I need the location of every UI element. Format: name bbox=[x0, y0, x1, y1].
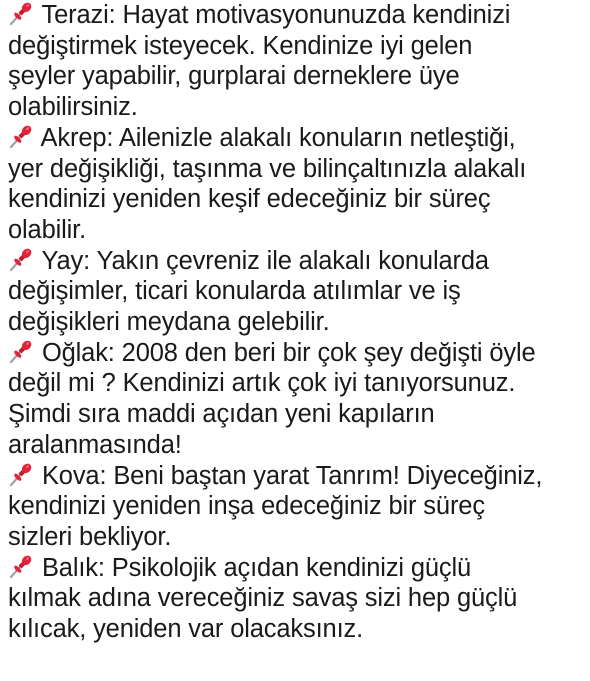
text-line bbox=[8, 368, 586, 399]
text-line bbox=[8, 430, 586, 461]
pushpin-icon bbox=[8, 338, 34, 364]
text-line bbox=[8, 491, 586, 522]
text-line bbox=[8, 614, 586, 645]
line-text: Akrep: Ailenizle alakalı konuların netleştiği, bbox=[40, 123, 516, 152]
horoscope-entry bbox=[8, 246, 586, 338]
pushpin-icon bbox=[8, 246, 34, 272]
text-line bbox=[8, 307, 586, 338]
line-text: Balık: Psikolojik açıdan kendinizi güçlü bbox=[41, 553, 472, 582]
line-text: değil mi ? Kendinizi artık çok iyi tanıyorsunuz. bbox=[8, 369, 516, 398]
text-line bbox=[8, 461, 586, 492]
line-text: kendinizi yeniden keşif edeceğiniz bir süreç bbox=[8, 185, 491, 214]
line-text: olabilirsiniz. bbox=[8, 93, 138, 122]
pushpin-icon bbox=[8, 0, 34, 26]
line-text: olabilir. bbox=[8, 215, 87, 244]
text-line bbox=[8, 553, 586, 584]
text-line bbox=[8, 246, 586, 277]
line-text: değiştirmek isteyecek. Kendinize iyi gelen bbox=[8, 31, 473, 60]
text-line bbox=[8, 522, 586, 553]
horoscope-text bbox=[8, 0, 586, 645]
horoscope-entry bbox=[8, 123, 586, 246]
line-text: Kova: Beni baştan yarat Tanrım! Diyeceğiniz, bbox=[41, 461, 543, 490]
pushpin-icon bbox=[8, 553, 34, 579]
text-line bbox=[8, 154, 586, 185]
text-line bbox=[8, 61, 586, 92]
text-line bbox=[8, 276, 586, 307]
line-text: sizleri bekliyor. bbox=[8, 522, 172, 551]
horoscope-entry bbox=[8, 0, 586, 123]
line-text: Yay: Yakın çevreniz ile alakalı konularda bbox=[41, 246, 489, 275]
line-text: kılmak adına vereceğiniz savaş sizi hep güçlü bbox=[8, 584, 518, 613]
pushpin-icon bbox=[8, 123, 34, 149]
line-text: kılıcak, yeniden var olacaksınız. bbox=[8, 615, 364, 644]
text-line bbox=[8, 123, 586, 154]
line-text: Terazi: Hayat motivasyonunuzda kendinizi bbox=[41, 1, 511, 29]
line-text: Şimdi sıra maddi açıdan yeni kapıların bbox=[8, 400, 435, 429]
text-line bbox=[8, 399, 586, 430]
text-line bbox=[8, 184, 586, 215]
text-line bbox=[8, 92, 586, 123]
line-text: Oğlak: 2008 den beri bir çok şey değişti öyle bbox=[41, 338, 536, 367]
text-line bbox=[8, 338, 586, 369]
horoscope-entry bbox=[8, 461, 586, 553]
text-line bbox=[8, 0, 586, 31]
line-text: şeyler yapabilir, gurplarai derneklere üye bbox=[8, 62, 460, 91]
line-text: aralanmasında! bbox=[8, 430, 182, 459]
text-line bbox=[8, 583, 586, 614]
line-text: değişimler, ticari konularda atılımlar ve iş bbox=[8, 277, 461, 306]
line-text: yer değişikliği, taşınma ve bilinçaltınızla alakalı bbox=[8, 154, 527, 183]
text-line bbox=[8, 215, 586, 246]
horoscope-entry bbox=[8, 338, 586, 461]
horoscope-entry bbox=[8, 553, 586, 645]
text-line bbox=[8, 31, 586, 62]
pushpin-icon bbox=[8, 461, 34, 487]
line-text: değişikleri meydana gelebilir. bbox=[8, 308, 330, 337]
line-text: kendinizi yeniden inşa edeceğiniz bir süreç bbox=[8, 492, 485, 521]
